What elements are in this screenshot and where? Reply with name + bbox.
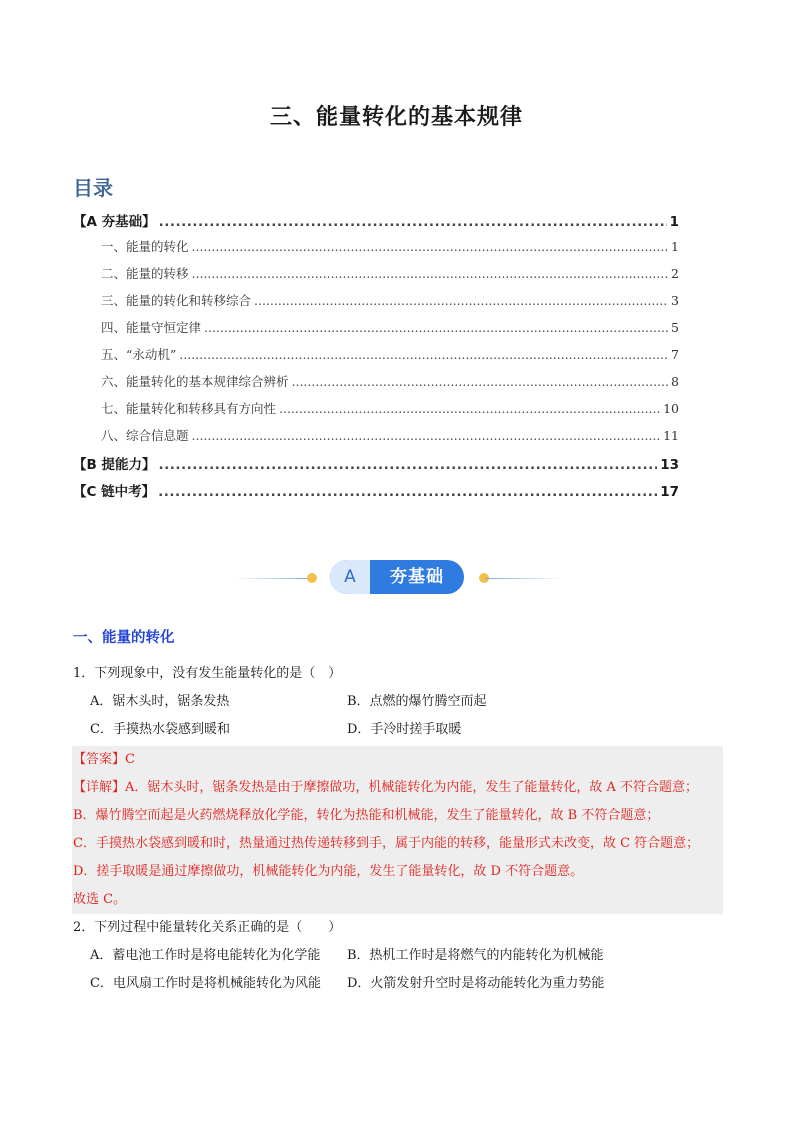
option: A．蓄电池工作时是将电能转化为化学能 [90,948,321,963]
banner-pill [330,560,464,594]
answer-detail: D．搓手取暖是通过摩擦做功，机械能转化为内能，发生了能量转化，故 D 不符合题意。 [73,864,584,879]
answer-detail: B．爆竹腾空而起是火药燃烧释放化学能，转化为热能和机械能，发生了能量转化，故 B 不符合题意； [73,808,660,823]
answer-detail: 【详解】A．锯木头时，锯条发热是由于摩擦做功，机械能转化为内能，发生了能量转化，故 A 不符合题意； [73,780,699,795]
toc-entry-page: 17 [660,484,679,500]
toc-entry[interactable] [73,210,679,237]
toc-entry-page: 1 [669,214,679,230]
section-banner [233,556,563,600]
banner-name: 夯基础 [390,567,444,587]
toc-leader [292,374,668,389]
toc-leader [192,266,668,281]
toc-entry-label: 四、能量守恒定律 [101,320,202,335]
answer-line: 【答案】C [73,752,135,767]
option: D．火箭发射升空时是将动能转化为重力势能 [347,976,605,991]
toc-entry-page: 2 [671,266,679,281]
toc-entry-label: 七、能量转化和转移具有方向性 [101,401,277,416]
banner-letter: A [330,560,370,594]
toc-entry-page: 11 [663,428,679,443]
option: D．手冷时搓手取暖 [347,722,462,737]
toc-entry-label: 八、综合信息题 [101,428,189,443]
question-stem: 1．下列现象中，没有发生能量转化的是（ ） [73,666,342,681]
toc-entry-label: 【A 夯基础】 [73,214,156,230]
toc-leader [158,484,657,500]
toc-leader [279,401,660,416]
toc-entry[interactable] [73,372,679,399]
toc-entry[interactable] [73,480,679,507]
toc-leader [254,293,668,308]
toc-entry-label: 一、能量的转化 [101,239,189,254]
question-stem: 2．下列过程中能量转化关系正确的是（ ） [73,920,342,935]
section-heading: 一、能量的转化 [73,630,175,646]
option: C．手摸热水袋感到暖和 [90,722,230,737]
toc-entry-page: 1 [671,239,679,254]
toc-leader [159,457,658,473]
toc-entry[interactable] [73,237,679,264]
option: B．热机工作时是将燃气的内能转化为机械能 [347,948,604,963]
toc-leader [192,428,661,443]
toc-entry[interactable] [73,291,679,318]
banner-line-left [233,578,311,579]
answer-detail: 故选 C。 [73,892,127,907]
toc-entry[interactable] [73,318,679,345]
option: A．锯木头时，锯条发热 [90,694,230,709]
toc-entry-label: 五、“永动机” [101,347,177,362]
toc-entry-page: 13 [660,457,679,473]
toc-entry-label: 【B 提能力】 [73,457,156,473]
toc-entry-label: 三、能量的转化和转移综合 [101,293,252,308]
banner-line-right [485,578,563,579]
answer-box [72,746,723,914]
toc-entry-page: 8 [671,374,679,389]
toc-entry-label: 二、能量的转移 [101,266,189,281]
table-of-contents [73,210,679,507]
banner-dot-icon [307,573,317,583]
toc-heading: 目录 [73,176,113,200]
questions [73,660,723,998]
question-options [73,688,723,744]
toc-entry-page: 3 [671,293,679,308]
toc-leader [159,214,667,230]
toc-entry-label: 【C 链中考】 [73,484,156,500]
answer-detail: C．手摸热水袋感到暖和时，热量通过热传递转移到手，属于内能的转移，能量形式未改变，故 C 符合题意； [73,836,700,851]
question-options [73,942,723,998]
toc-entry-page: 10 [663,401,679,416]
toc-entry[interactable] [73,345,679,372]
toc-entry[interactable] [73,399,679,426]
option: B．点燃的爆竹腾空而起 [347,694,487,709]
toc-leader [192,239,668,254]
toc-entry-label: 六、能量转化的基本规律综合辨析 [101,374,289,389]
toc-leader [179,347,668,362]
page-title: 三、能量转化的基本规律 [269,105,523,130]
toc-entry-page: 7 [671,347,679,362]
toc-entry[interactable] [73,453,679,480]
toc-leader [204,320,668,335]
toc-entry[interactable] [73,264,679,291]
toc-entry[interactable] [73,426,679,453]
option: C．电风扇工作时是将机械能转化为风能 [90,976,321,991]
toc-entry-page: 5 [671,320,679,335]
